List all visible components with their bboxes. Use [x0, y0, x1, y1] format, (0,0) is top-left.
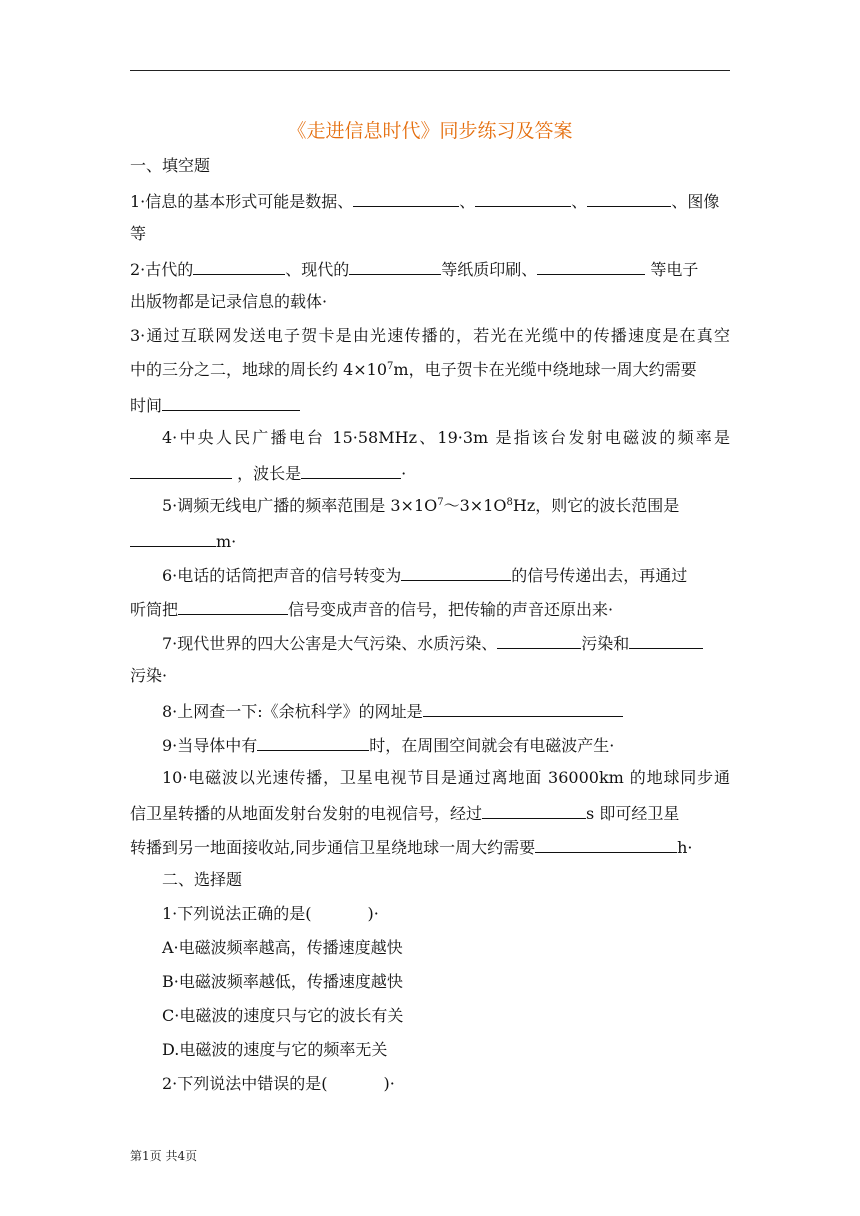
page-footer: 第1页 共4页: [130, 1149, 198, 1163]
question-3-line-3: 时间: [130, 393, 730, 417]
answer-blank[interactable]: [482, 801, 586, 819]
answer-blank[interactable]: [193, 257, 285, 275]
question-4-line-1: 4·中央人民广播电台 15·58MHz、19·3m 是指该台发射电磁波的频率是: [162, 428, 730, 447]
answer-blank[interactable]: [475, 189, 571, 207]
question-7-line-1: 7·现代世界的四大公害是大气污染、水质污染、 污染和: [162, 631, 730, 655]
choice-option-a[interactable]: A·电磁波频率越高，传播速度越快: [162, 938, 403, 957]
question-5-line-2: m·: [130, 529, 730, 553]
question-9: 9·当导体中有 时，在周围空间就会有电磁波产生·: [162, 733, 730, 757]
answer-blank[interactable]: [130, 461, 232, 479]
question-10-line-3: 转播到另一地面接收站,同步通信卫星绕地球一周大约需要 h·: [130, 835, 730, 859]
question-2-line-1: 2·古代的 、现代的 等纸质印刷、 等电子: [130, 257, 730, 281]
answer-blank[interactable]: [535, 835, 677, 853]
choice-option-d[interactable]: D.电磁波的速度与它的频率无关: [162, 1040, 388, 1059]
answer-blank[interactable]: [537, 257, 645, 275]
answer-blank[interactable]: [301, 461, 401, 479]
header-rule: [130, 70, 730, 71]
question-7-line-2: 污染·: [130, 666, 168, 685]
answer-blank[interactable]: [629, 631, 703, 649]
answer-blank[interactable]: [497, 631, 581, 649]
question-3-line-1: 3·通过互联网发送电子贺卡是由光速传播的，若光在光缆中的传播速度是在真空: [130, 326, 730, 345]
answer-blank[interactable]: [587, 189, 671, 207]
question-3-line-2: 中的三分之二，地球的周长约 $4\times 10^7m$，电子贺卡在光缆中绕地球一周大约需要: [130, 360, 697, 379]
answer-blank[interactable]: [162, 393, 300, 411]
question-1-line-2: 等: [130, 224, 147, 243]
page-title: 《走进信息时代》同步练习及答案: [287, 120, 573, 142]
question-10-line-1: 10·电磁波以光速传播，卫星电视节目是通过离地面 36000km 的地球同步通: [162, 768, 730, 787]
question-4-line-2: ，波长是 ·: [130, 461, 730, 485]
answer-blank[interactable]: [353, 189, 459, 207]
section-heading-fill-in: 一、填空题: [130, 156, 211, 175]
choice-option-c[interactable]: C·电磁波的速度只与它的波长有关: [162, 1006, 404, 1025]
question-1-line-1: 1·信息的基本形式可能是数据、 、 、 、图像: [130, 189, 730, 213]
question-6-line-2: 听筒把 信号变成声音的信号，把传输的声音还原出来·: [130, 597, 730, 621]
answer-blank[interactable]: [257, 733, 369, 751]
answer-blank[interactable]: [178, 597, 288, 615]
answer-blank[interactable]: [401, 563, 511, 581]
question-2-line-2: 出版物都是记录信息的载体·: [130, 292, 328, 311]
answer-blank[interactable]: [423, 699, 623, 717]
question-6-line-1: 6·电话的话筒把声音的信号转变为 的信号传递出去，再通过: [162, 563, 730, 587]
answer-blank[interactable]: [130, 529, 216, 547]
question-10-line-2: 信卫星转播的从地面发射台发射的电视信号，经过 s 即可经卫星: [130, 801, 730, 825]
answer-blank[interactable]: [349, 257, 441, 275]
choice-question-2-stem: 2·下列说法中错误的是( )·: [162, 1074, 395, 1093]
section-heading-multiple-choice: 二、选择题: [162, 870, 243, 889]
choice-question-1-stem: 1·下列说法正确的是( )·: [162, 904, 379, 923]
question-5-line-1: 5·调频无线电广播的频率范围是 $3\times 1O^7\sim 3\times 1O^8Hz$，则它的波长范围是: [162, 496, 680, 515]
question-8: 8·上网查一下:《余杭科学》的网址是: [162, 699, 730, 723]
choice-option-b[interactable]: B·电磁波频率越低，传播速度越快: [162, 972, 403, 991]
